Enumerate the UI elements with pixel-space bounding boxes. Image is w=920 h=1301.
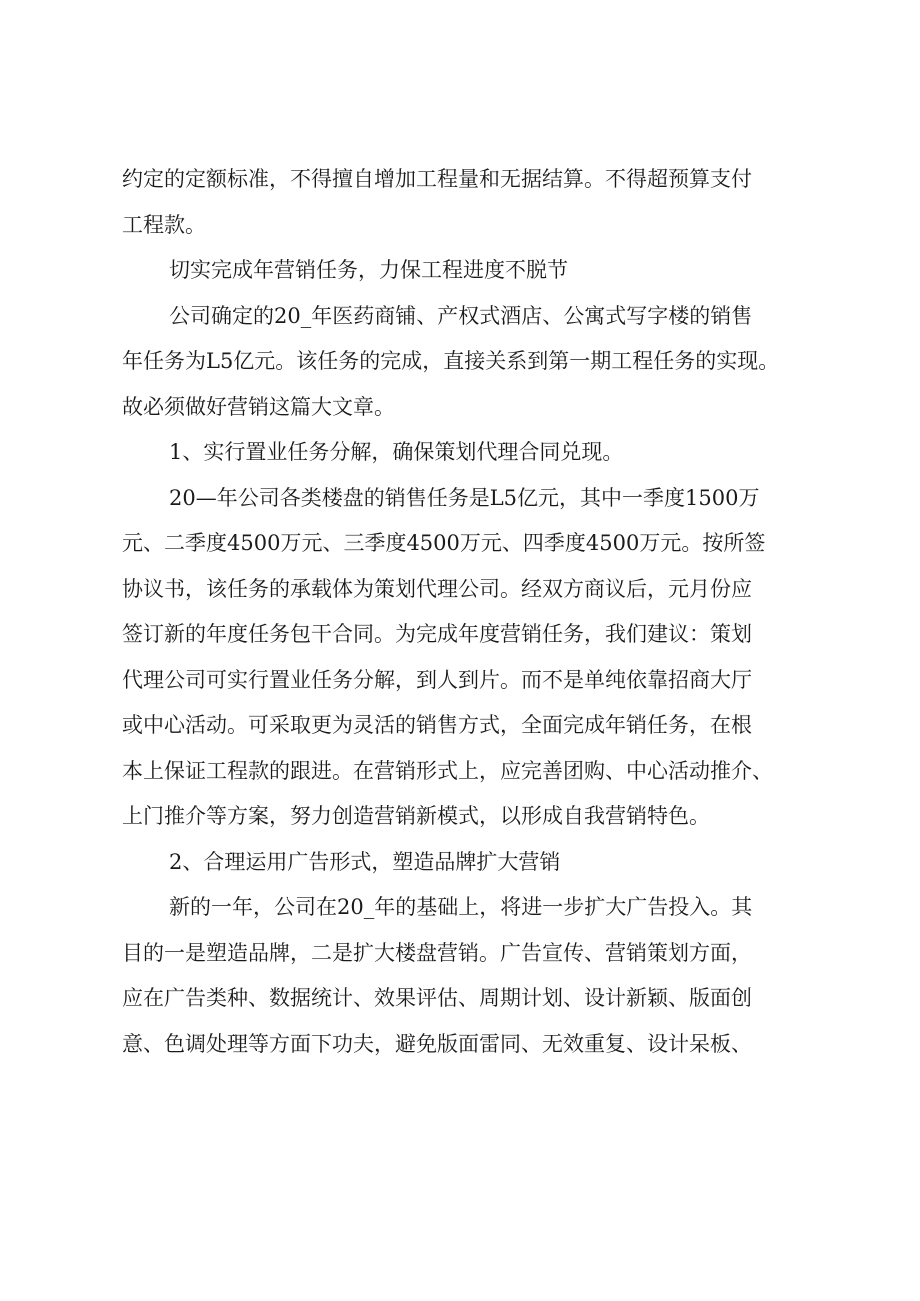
text-line: 或中心活动。可采取更为灵活的销售方式，全面完成年销任务，在根 — [122, 713, 752, 737]
text-line: 元、二季度4500万元、三季度4500万元、四季度4500万元。按所签 — [122, 531, 766, 555]
section-heading: 切实完成年营销任务，力保工程进度不脱节 — [169, 258, 568, 282]
text-line: 代理公司可实行置业任务分解，到人到片。而不是单纯依靠招商大厅 — [122, 667, 752, 692]
text-line: 工程款。 — [122, 212, 206, 237]
text-line: 协议书，该任务的承载体为策划代理公司。经双方商议后，元月份应 — [122, 576, 752, 601]
subsection-heading: 2、合理运用广告形式，塑造品牌扩大营销 — [169, 849, 561, 874]
text-line: 上门推介等方案，努力创造营销新模式，以形成自我营销特色。 — [122, 804, 710, 828]
text-line: 约定的定额标准，不得擅自增加工程量和无据结算。不得超预算支付 — [122, 167, 752, 191]
text-line: 应在广告类种、数据统计、效果评估、周期计划、设计新颖、版面创 — [122, 986, 752, 1010]
text-line: 本上保证工程款的跟进。在营销形式上，应完善团购、中心活动推介、 — [122, 758, 773, 783]
text-line: 签订新的年度任务包干合同。为完成年度营销任务，我们建议：策划 — [122, 622, 752, 646]
text-line: 目的一是塑造品牌，二是扩大楼盘营销。广告宣传、营销策划方面， — [122, 940, 752, 965]
text-line: 公司确定的20_年医药商铺、产权式酒店、公寓式写字楼的销售 — [169, 303, 753, 328]
document-body — [122, 157, 842, 1067]
text-line: 年任务为L5亿元。该任务的完成，直接关系到第一期工程任务的实现。 — [122, 349, 780, 373]
subsection-heading: 1、实行置业任务分解，确保策划代理合同兑现。 — [169, 440, 624, 464]
text-line: 20—年公司各类楼盘的销售任务是L5亿元，其中一季度1500万 — [169, 485, 760, 510]
text-line: 故必须做好营销这篇大文章。 — [122, 394, 395, 419]
text-line: 新的一年，公司在20_年的基础上，将进一步扩大广告投入。其 — [169, 895, 753, 919]
text-line: 意、色调处理等方面下功夫，避免版面雷同、无效重复、设计呆板、 — [122, 1031, 752, 1056]
